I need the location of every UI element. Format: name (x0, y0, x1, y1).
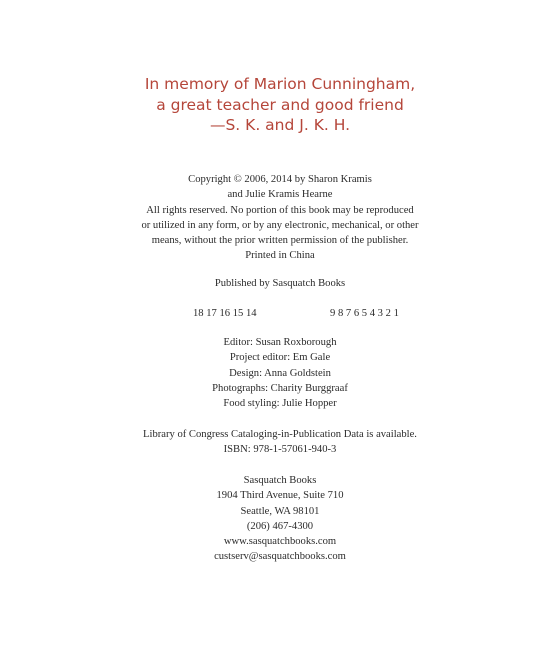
credit-photographs: Photographs: Charity Burggraaf (212, 382, 348, 394)
rights-line-1: All rights reserved. No portion of this book may be reproduced (146, 204, 414, 216)
copyright-coauthor-line: and Julie Kramis Hearne (227, 189, 333, 201)
copyright-notice (0, 172, 560, 264)
publisher-website: www.sasquatchbooks.com (223, 536, 337, 548)
rights-line-3: means, without the prior written permission of the publisher. (151, 235, 409, 247)
copyright-line: Copyright © 2006, 2014 by Sharon Kramis (188, 174, 372, 185)
credit-design: Design: Anna Goldstein (229, 367, 331, 379)
publisher-phone: (206) 467-4300 (246, 520, 314, 532)
publisher-street: 1904 Third Avenue, Suite 710 (216, 490, 344, 502)
dedication-line-2: a great teacher and good friend (156, 95, 404, 114)
printed-in-line: Printed in China (245, 250, 315, 262)
credit-food-styling: Food styling: Julie Hopper (223, 398, 337, 410)
publisher-city: Seattle, WA 98101 (240, 505, 320, 517)
publisher-address (0, 473, 560, 565)
dedication (0, 74, 560, 136)
cip-line: Library of Congress Cataloging-in-Publication Data is available. (143, 429, 417, 440)
credit-project-editor: Project editor: Em Gale (229, 352, 331, 364)
publisher-email: custserv@sasquatchbooks.com (214, 551, 346, 563)
cataloging-data (0, 427, 560, 458)
isbn-line: ISBN: 978-1-57061-940-3 (223, 444, 337, 456)
rights-line-2: or utilized in any form, or by any electronic, mechanical, or other (141, 219, 419, 231)
published-by-line: Published by Sasquatch Books (214, 278, 346, 289)
publisher-statement (0, 276, 560, 291)
credits (0, 335, 560, 411)
print-years: 18 17 16 15 14 (193, 308, 257, 319)
credit-editor: Editor: Susan Roxborough (223, 337, 337, 348)
publisher-name: Sasquatch Books (243, 475, 317, 486)
dedication-signature: —S. K. and J. K. H. (209, 116, 351, 134)
print-numbers: 9 8 7 6 5 4 3 2 1 (330, 308, 399, 319)
dedication-line-1: In memory of Marion Cunningham, (144, 75, 416, 93)
